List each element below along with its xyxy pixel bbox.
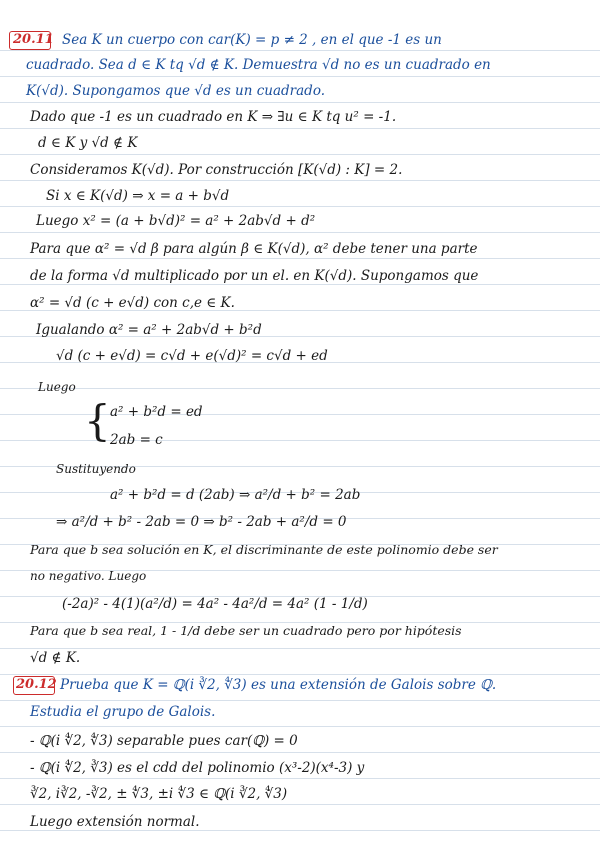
exercise-number: 20.12 [16, 677, 57, 692]
proof-line: a² + b²d = d (2ab) ⇒ a²/d + b² = 2ab [110, 487, 361, 503]
proof-line: Igualando α² = a² + 2ab√d + b²d [36, 322, 262, 338]
proof-line: Luego extensión normal. [30, 814, 200, 830]
system-equation-1: a² + b²d = ed [110, 404, 203, 420]
proof-line: Para que b sea real, 1 - 1/d debe ser un cuadrado pero por hipótesis [30, 623, 462, 638]
proof-line: Luego x² = (a + b√d)² = a² + 2ab√d + d² [36, 213, 316, 229]
proof-line: Luego [38, 380, 76, 394]
proof-line: Sustituyendo [56, 462, 136, 476]
proof-line: α² = √d (c + e√d) con c,e ∈ K. [30, 295, 235, 311]
proof-line: Para que b sea solución en K, el discriminante de este polinomio debe ser [30, 542, 498, 557]
proof-line: √d ∉ K. [30, 650, 81, 666]
proof-line: Consideramos K(√d). Por construcción [K(√d) : K] = 2. [30, 162, 403, 178]
proof-line: d ∈ K y √d ∉ K [38, 135, 138, 151]
statement-line-2: cuadrado. Sea d ∈ K tq √d ∉ K. Demuestra √d no es un cuadrado en [26, 57, 491, 73]
proof-line: de la forma √d multiplicado por un el. en K(√d). Supongamos que [30, 268, 479, 284]
proof-line: no negativo. Luego [30, 569, 147, 583]
proof-line: Si x ∈ K(√d) ⇒ x = a + b√d [46, 188, 230, 204]
system-brace: { [84, 396, 111, 445]
proof-line: - ℚ(i ∜2, ∛3) es el cdd del polinomio (x³-2)(x⁴-3) y [30, 760, 365, 776]
statement-line-1: Sea K un cuerpo con car(K) = p ≠ 2 , en el que -1 es un [62, 32, 442, 48]
proof-line: ⇒ a²/d + b² - 2ab = 0 ⇒ b² - 2ab + a²/d = 0 [56, 514, 347, 530]
statement-line-1: Prueba que K = ℚ(i ∛2, ∜3) es una extensión de Galois sobre ℚ. [60, 677, 497, 693]
proof-line: - ℚ(i ∜2, ∜3) separable pues car(ℚ) = 0 [30, 733, 298, 749]
statement-line-3: K(√d). Supongamos que √d es un cuadrado. [26, 83, 326, 99]
proof-line: ∛2, i∛2, -∛2, ± ∜3, ±i ∜3 ∈ ℚ(i ∛2, ∜3) [30, 786, 288, 802]
system-equation-2: 2ab = c [110, 432, 163, 448]
proof-line: Dado que -1 es un cuadrado en K ⇒ ∃u ∈ K tq u² = -1. [30, 109, 397, 125]
exercise-number: 20.11 [13, 32, 54, 47]
proof-line: √d (c + e√d) = c√d + e(√d)² = c√d + ed [56, 348, 328, 364]
proof-line: (-2a)² - 4(1)(a²/d) = 4a² - 4a²/d = 4a² (1 - 1/d) [62, 596, 368, 612]
proof-line: Para que α² = √d β para algún β ∈ K(√d), α² debe tener una parte [30, 241, 478, 257]
statement-line-2: Estudia el grupo de Galois. [30, 704, 216, 720]
